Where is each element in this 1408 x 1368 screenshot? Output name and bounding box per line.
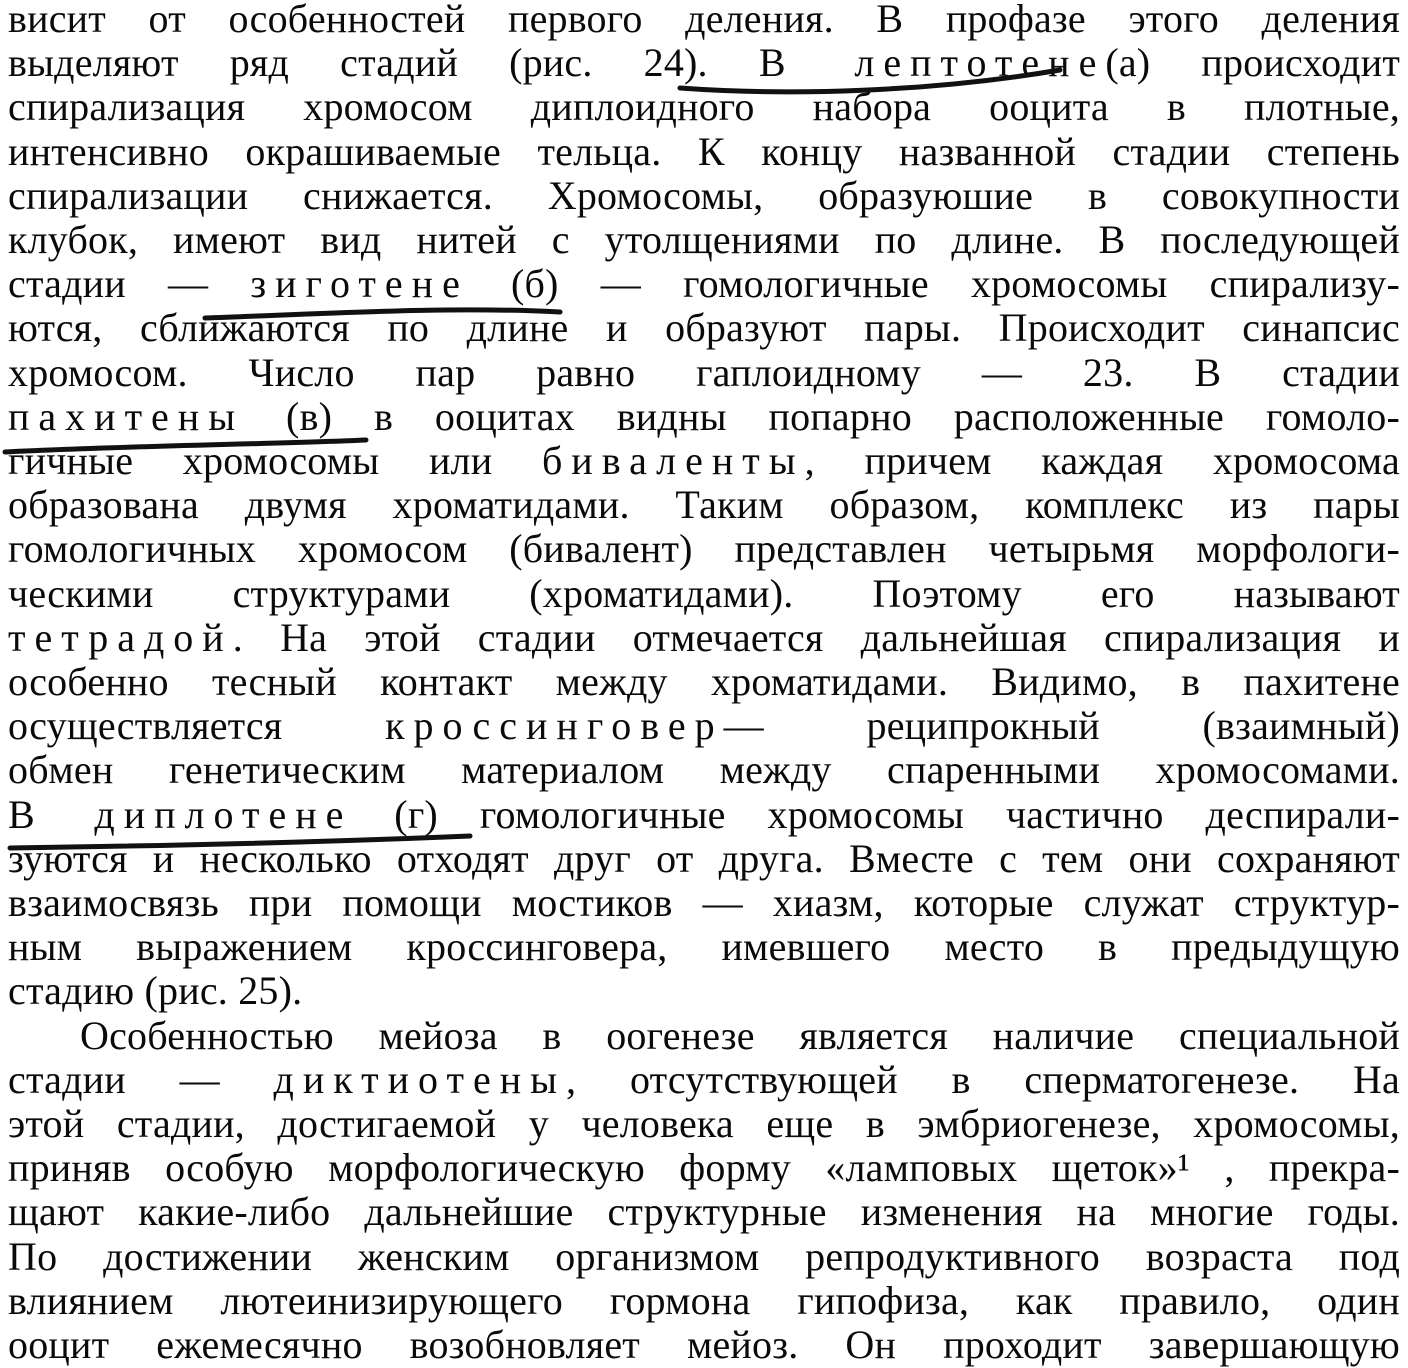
text-run: ным выражением кроссинговера, имевшего место в предыдущую bbox=[8, 924, 1400, 970]
spaced-term: биваленты bbox=[541, 438, 805, 483]
text-run: обмен генетическим материалом между спаренными хромосомами. bbox=[8, 747, 1400, 793]
text-line bbox=[8, 527, 1400, 571]
text-run: (а) происходит bbox=[1105, 40, 1400, 86]
text-line bbox=[8, 572, 1400, 616]
text-run: спирализации снижается. Хромосомы, образуюшие в совокупности bbox=[8, 172, 1400, 218]
text-run: спирализация хромосом диплоидного набора ооцита в плотные, bbox=[8, 84, 1400, 130]
text-line bbox=[8, 85, 1400, 129]
text-run: стадии — bbox=[8, 261, 251, 307]
text-run: хромосом. Число пар равно гаплоидному — 23. В стадии bbox=[8, 349, 1400, 395]
spaced-term: кроссинговер bbox=[385, 703, 724, 749]
text-line bbox=[8, 793, 1400, 837]
text-line bbox=[8, 41, 1400, 85]
text-run: гичные хромосомы или bbox=[8, 438, 542, 483]
text-line bbox=[80, 1014, 1400, 1058]
text-line bbox=[8, 925, 1400, 969]
text-line bbox=[8, 1058, 1400, 1102]
text-line bbox=[8, 1190, 1400, 1234]
text-line bbox=[8, 1235, 1400, 1279]
text-run: . На этой стадии отмечается дальнейшая спирализация и bbox=[232, 614, 1400, 660]
spaced-term: В диплотене bbox=[8, 791, 353, 837]
text-line bbox=[8, 748, 1400, 792]
text-line bbox=[8, 881, 1400, 925]
spaced-term: пахитены bbox=[8, 393, 245, 439]
text-run: щают какие-либо дальнейшие структурные изменения на многие годы. bbox=[8, 1189, 1400, 1235]
text-line bbox=[8, 130, 1400, 174]
text-run: зуются и несколько отходят друг от друга. Вместе с тем они сохраняют bbox=[8, 835, 1400, 881]
text-run: особенно тесный контакт между хроматидами. Видимо, в пахитене bbox=[8, 659, 1400, 704]
text-run: ооцит ежемесячно возобновляет мейоз. Он проходит завершающую bbox=[8, 1322, 1400, 1367]
text-run: , причем каждая хромосома bbox=[804, 438, 1400, 483]
text-run: выделяют ряд стадий (рис. 24). bbox=[8, 40, 759, 86]
text-run: ются, сближаются по длине и образуют пары. Происходит синапсис bbox=[8, 305, 1400, 351]
text-run: По достижении женским организмом репродуктивного возраста под bbox=[8, 1233, 1400, 1279]
text-line bbox=[8, 1146, 1400, 1190]
text-line bbox=[8, 262, 1400, 306]
text-run: осуществляется bbox=[8, 703, 386, 749]
text-run: (г) гомологичные хромосомы частично деспирали- bbox=[352, 791, 1401, 837]
text-line bbox=[8, 969, 1400, 1013]
text-line bbox=[8, 837, 1400, 881]
spaced-term: диктиотены bbox=[273, 1056, 567, 1102]
text-run: ческими структурами (хроматидами). Поэтому его называют bbox=[8, 570, 1400, 616]
text-line bbox=[8, 0, 1400, 41]
text-line bbox=[8, 174, 1400, 218]
text-run: гомологичных хромосом (бивалент) представлен четырьмя морфологи- bbox=[8, 526, 1400, 572]
text-line bbox=[8, 1279, 1400, 1323]
text-run: взаимосвязь при помощи мостиков — хиазм, которые служат структур- bbox=[8, 880, 1400, 925]
spaced-term: зиготене bbox=[250, 261, 469, 307]
spaced-term: тетрадой bbox=[8, 614, 233, 660]
text-run: (в) в ооцитах видны попарно расположенные гомоло- bbox=[244, 393, 1400, 439]
text-line bbox=[8, 306, 1400, 350]
text-run: — реципрокный (взаимный) bbox=[723, 703, 1400, 749]
text-run: интенсивно окрашиваемые тельца. К концу названной стадии степень bbox=[8, 128, 1400, 174]
text-run: приняв особую морфологическую форму «ламповых щеток»¹ , прекра- bbox=[8, 1145, 1400, 1191]
text-line bbox=[8, 704, 1400, 748]
text-run: этой стадии, достигаемой у человека еще в эмбриогенезе, хромосомы, bbox=[8, 1101, 1400, 1146]
text-line bbox=[8, 351, 1400, 395]
text-line bbox=[8, 616, 1400, 660]
text-run: висит от особенностей первого деления. В профазе этого деления bbox=[8, 0, 1400, 41]
spaced-term: В лептотене bbox=[758, 40, 1106, 86]
text-line bbox=[8, 483, 1400, 527]
text-run: образована двумя хроматидами. Таким образом, комплекс из пары bbox=[8, 482, 1400, 528]
text-run: клубок, имеют вид нитей с утолщениями по длине. В последующей bbox=[8, 217, 1400, 262]
text-run: , отсутствующей в сперматогенезе. На bbox=[566, 1056, 1400, 1102]
text-line bbox=[8, 218, 1400, 262]
text-run: влиянием лютеинизирующего гормона гипофиза, как правило, один bbox=[8, 1277, 1400, 1323]
text-line bbox=[8, 439, 1400, 483]
text-run: Особенностью мейоза в оогенезе является наличие специальной bbox=[80, 1012, 1400, 1058]
text-line bbox=[8, 1323, 1400, 1367]
text-line bbox=[8, 1102, 1400, 1146]
text-run: стадии — bbox=[8, 1056, 274, 1102]
text-line bbox=[8, 395, 1400, 439]
text-run: стадию (рис. 25). bbox=[8, 968, 303, 1014]
text-run: (б) — гомологичные хромосомы спирализу- bbox=[468, 261, 1400, 307]
text-line bbox=[8, 660, 1400, 704]
